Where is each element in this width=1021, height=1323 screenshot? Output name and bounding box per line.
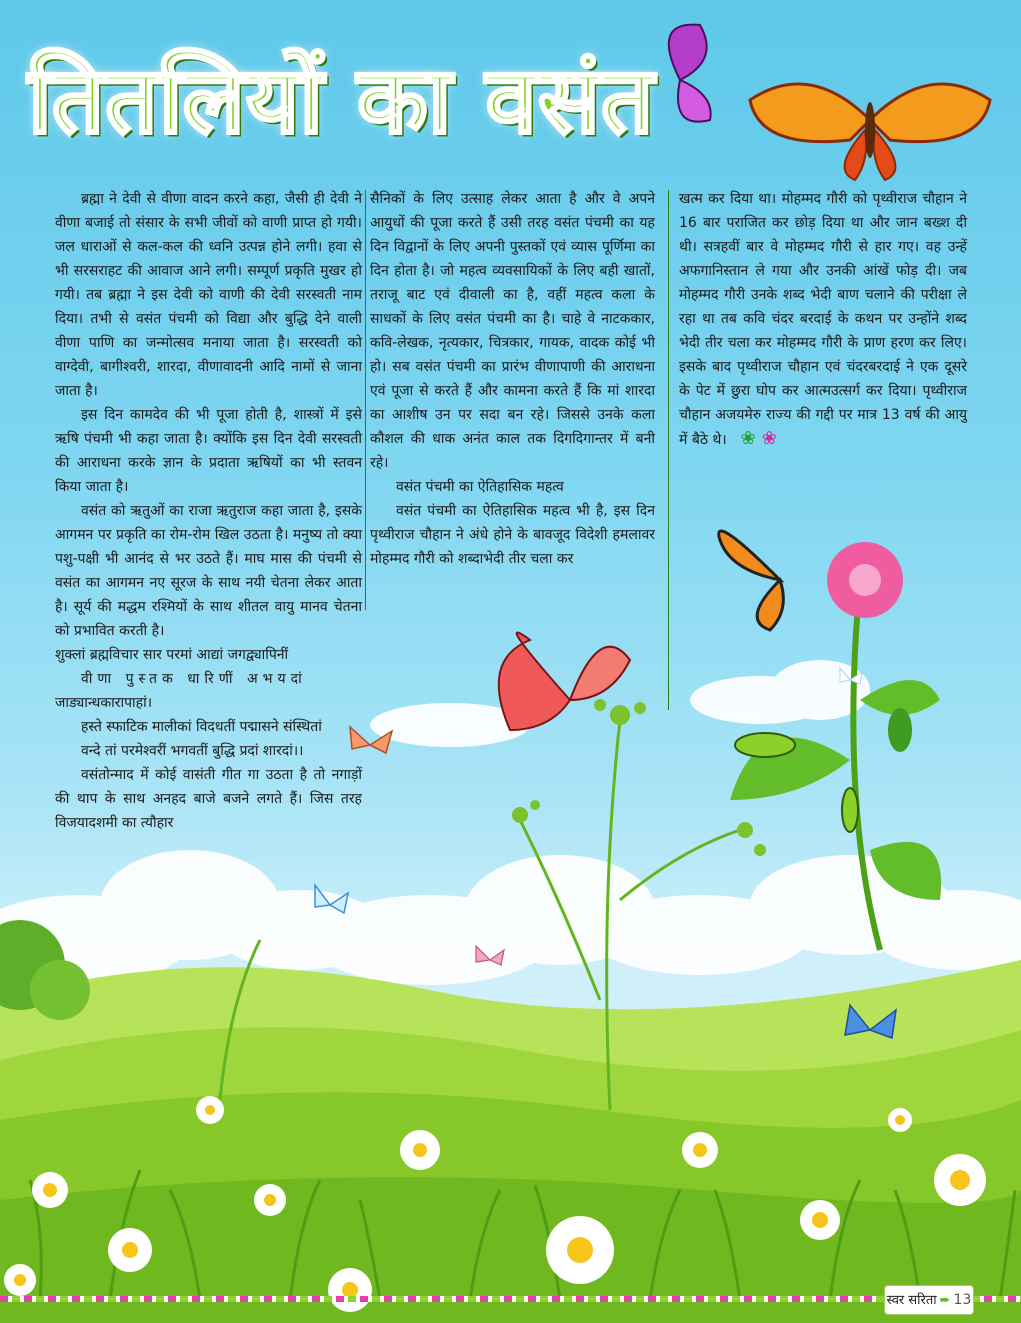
- page-number: 13: [953, 1292, 972, 1308]
- decorative-border: [0, 1296, 1021, 1302]
- column-divider: [365, 190, 366, 610]
- shloka-line: वन्दे तां परमेश्वरीं भगवतीं बुद्धि प्रदां शारदां।।: [81, 743, 304, 759]
- flower-icon: ❀: [761, 428, 777, 449]
- purple-butterfly-icon: [669, 25, 711, 122]
- wildflower-seedheads: [512, 699, 766, 856]
- paragraph: इस दिन कामदेव की भी पूजा होती है, शास्त्रों में इसे ऋषि पंचमी भी कहा जाता है। क्योंकि इस दिन देवी सरस्वती की आराधना करके ज्ञान के प्रदाता ऋषियों का भी स्तवन किया जाता है।: [55, 407, 362, 495]
- section-heading: वसंत पंचमी का ऐतिहासिक महत्व: [396, 479, 564, 495]
- column-divider: [668, 190, 669, 710]
- paragraph: ब्रह्मा ने देवी से वीणा वादन करने कहा, जैसी ही देवी ने वीणा बजाई तो संसार के सभी जीवों को वाणी प्राप्त हो गयी। जल धाराओं से कल-कल की ध्वनि उत्पन्न होने लगी। हवा से भी सरसराहट की आवाज आने लगी। सम्पूर्ण प्रकृति मुखर हो गयी। तब ब्रह्मा ने इस देवी को वाणी की देवी सरस्वती नाम दिया। तभी से वसंत पंचमी को विद्या और बुद्धि देने वाली वीणा पाणि का जन्मोत्सव मनाया जाता है। सरस्वती को वाग्देवी, बागीश्वरी, शारदा, वीणावादनी आदि नामों से जाना जाता है।: [55, 191, 362, 399]
- monarch-butterfly-icon: [719, 531, 784, 630]
- article-title: तितलियों का वसंत: [28, 47, 655, 154]
- text-column-3: [679, 187, 967, 452]
- text-column-1: [55, 187, 362, 835]
- shloka-line: हस्ते स्फाटिक मालीकां विदधतीं पद्मासने संस्थितां: [81, 719, 322, 735]
- page-footer: [884, 1285, 974, 1315]
- paragraph-text: खत्म कर दिया था। मोहम्मद गौरी को पृथ्वीराज चौहान ने 16 बार पराजित कर छोड़ दिया था और जान बख्श दी थी। सत्रहवीं बार वे मोहम्मद गौरी से हार गए। वह उन्हें अफगानिस्तान ले गया और उनकी आंखें फोड़ दी। जब मोहम्मद गौरी उनके शब्द भेदी बाण चलाने की परीक्षा ले रहा था तब कवि चंदर बरदाई के कथन पर उन्होंने शब्द भेदी तीर चला कर मोहम्मद गौरी के प्राण हरण कर लिए। इसके बाद पृथ्वीराज चौहान एवं चंदरबरदाई ने एक दूसरे के पेट में छुरा घोप कर आत्मउत्सर्ग कर दिया। पृथ्वीराज चौहान अजयमेरु राज्य की गद्दी पर मात्र 13 वर्ष की आयु में बैठे थे।: [679, 191, 967, 448]
- green-hills: [0, 960, 1021, 1323]
- shloka-line: जाड्यान्धकारापाहां।: [55, 695, 153, 711]
- paragraph: वसंत पंचमी का ऐतिहासिक महत्व भी है, इस दिन पृथ्वीराज चौहान ने अंधे होने के बावजूद विदेशी हमलावर मोहम्मद गौरी को शब्दाभेदी तीर चला कर: [370, 503, 655, 567]
- paragraph: सैनिकों के लिए उत्साह लेकर आता है और वे अपने आयुधों की पूजा करते हैं उसी तरह वसंत पंचमी का यह दिन विद्वानों के लिए अपनी पुस्तकों एवं व्यास पूर्णिमा का दिन होता है। जो महत्व व्यवसायिकों के लिए बही खातों, तराजू बाट एवं दीवाली का है, वहीं महत्व कला के साधकों के लिए वसंत पंचमी का है। चाहे वे नाटककार, कवि-लेखक, नृत्यकार, चित्रकार, गायक, वादक कोई भी हो। सब वसंत पंचमी का प्रारंभ वीणापाणी की आराधना एवं पूजा से करते हैं और कामना करते हैं कि मां शारदा का आशीष उन पर सदा बन रहे। जिससे उनके कला कौशल की धाक अनंत काल तक दिगदिगान्तर में बनी रहे।: [370, 191, 655, 471]
- paragraph: वसंतोन्माद में कोई वासंती गीत गा उठता है तो नगाड़ों की थाप के साथ अनहद बाजे बजने लगते हैं। जिस तरह विजयादशमी का त्यौहार: [55, 767, 362, 831]
- shloka-line: वीणा पुस्तक धारिणीं अभयदां: [81, 671, 307, 687]
- shloka-line: शुक्लां ब्रह्मविचार सार परमां आद्यां जगद्व्यापिनीं: [55, 647, 289, 663]
- magazine-name: स्वर सरिता: [886, 1293, 937, 1308]
- flower-icon: ❀: [740, 428, 756, 449]
- orange-butterfly-icon: [750, 84, 990, 180]
- paragraph: [679, 187, 967, 452]
- arrow-icon: ➨: [939, 1293, 951, 1308]
- paragraph: वसंत को ऋतुओं का राजा ऋतुराज कहा जाता है, इसके आगमन पर प्रकृति का रोम-रोम खिल उठता है। मनुष्य तो क्या पशु-पक्षी भी आनंद से भर उठते हैं। माघ मास की पंचमी से वसंत का आगमन नए सूरज के साथ नयी चेतना लेकर आता है। सूर्य की मद्धम रश्मियों के साथ शीतल वायु मानव चेतना को प्रभावित करती है।: [55, 503, 362, 639]
- text-column-2: [370, 187, 655, 571]
